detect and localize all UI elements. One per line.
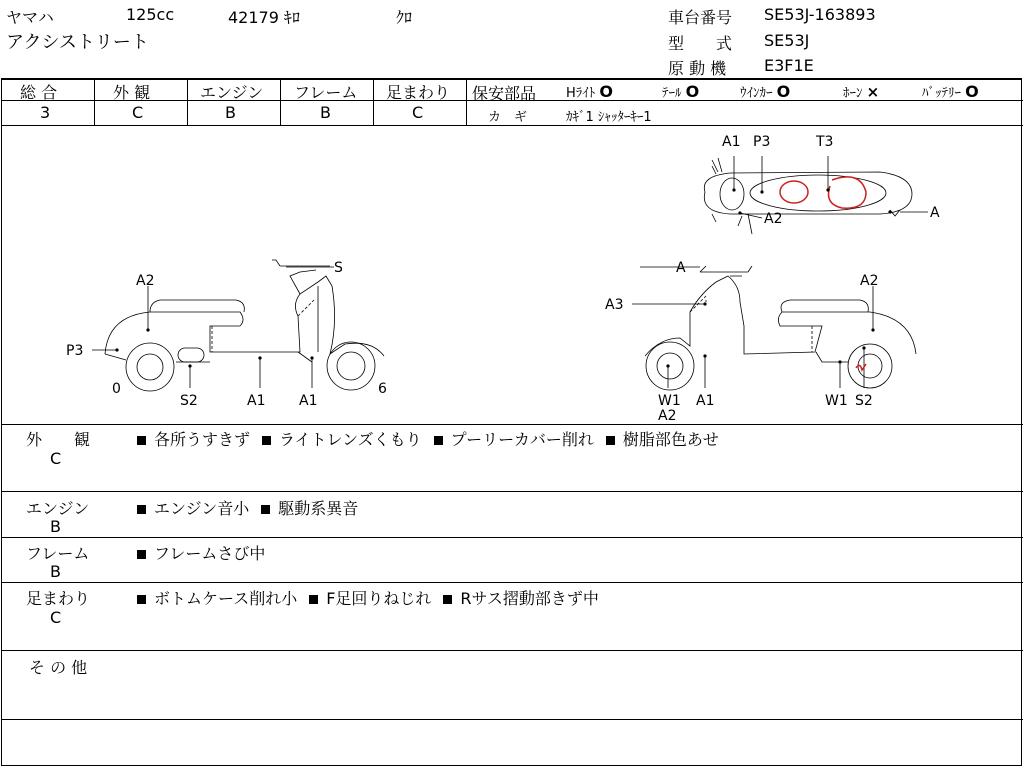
left-a1b: A1 (299, 393, 318, 409)
frame-no: SE53J-163893 (764, 5, 876, 24)
section-other-title: そ の 他 (29, 658, 88, 677)
diagram-bottom-line (1, 424, 1023, 425)
grade-exterior-value: C (132, 103, 144, 122)
displacement: 125cc (126, 5, 175, 24)
engine-label: 原 動 機 (668, 59, 727, 78)
col-line (94, 79, 95, 125)
grade-engine-value: B (225, 103, 236, 122)
col-line (466, 79, 467, 125)
top-a1: A1 (722, 134, 741, 150)
section-suspension-grade: C (50, 608, 62, 627)
grade-frame-value: B (320, 103, 331, 122)
type-label: 型 式 (668, 34, 733, 53)
right-a2: A2 (860, 273, 879, 289)
section-frame-grade: B (50, 562, 61, 581)
row-line (1, 582, 1023, 583)
left-a1a: A1 (247, 393, 266, 409)
engine-value: E3F1E (764, 56, 814, 75)
right-a3: A3 (605, 297, 624, 313)
mileage: 42179 ｷﾛ (228, 8, 300, 27)
left-0: 0 (112, 381, 121, 397)
color: ｸﾛ (396, 8, 413, 27)
key-value: ｶｷﾞ1 ｼｬｯﾀｰｷｰ1 (566, 110, 652, 125)
top-t3: T3 (816, 134, 834, 150)
safety-label: 保安部品 (472, 84, 537, 103)
grade-suspension-value: C (412, 103, 424, 122)
grade-overall-label: 総 合 (20, 83, 58, 102)
right-a: A (676, 260, 686, 276)
left-s2: S2 (180, 393, 198, 409)
row-line (1, 491, 1023, 492)
section-exterior-grade: C (50, 449, 62, 468)
safety-headlight: Hﾗｲﾄ O (566, 82, 614, 101)
top-a: A (930, 205, 940, 221)
grade-frame-label: フレーム (294, 83, 358, 102)
section-exterior-items: 各所うすきず ライトレンズくもり プーリーカバー削れ 樹脂部色あせ (137, 427, 731, 450)
damage-marks (780, 177, 866, 370)
grade-suspension-label: 足まわり (386, 83, 451, 102)
col-line (187, 79, 188, 125)
section-frame-items: フレームさび中 (137, 541, 277, 564)
frame-no-label: 車台番号 (668, 8, 733, 27)
left-a2: A2 (136, 273, 155, 289)
right-w1b: W1 (825, 393, 848, 409)
section-frame-title: フレーム (26, 544, 90, 563)
safety-horn: ﾎｰﾝ × (843, 83, 880, 101)
safety-battery: ﾊﾞｯﾃﾘｰ O (922, 82, 979, 101)
left-s: S (334, 260, 343, 276)
section-suspension-title: 足まわり (26, 589, 91, 608)
left-p3: P3 (66, 343, 84, 359)
key-label: カ ギ (488, 110, 528, 125)
maker: ヤマハ (6, 8, 54, 27)
col-line (373, 79, 374, 125)
right-s2: S2 (855, 393, 873, 409)
type-value: SE53J (764, 31, 810, 50)
scooter-diagram (0, 126, 1024, 424)
model-name: アクシストリート (6, 32, 149, 53)
row-line (1, 537, 1023, 538)
row-line (1, 650, 1023, 651)
section-exterior-title: 外 観 (26, 430, 91, 449)
grade-overall-value: 3 (40, 103, 51, 122)
right-w1a: W1 (658, 393, 681, 409)
section-engine-title: エンジン (26, 499, 90, 518)
safety-taillight: ﾃｰﾙ O (662, 82, 700, 101)
left-6: 6 (378, 381, 387, 397)
section-engine-grade: B (50, 517, 61, 536)
right-a1: A1 (696, 393, 715, 409)
safety-winker: ｳｲﾝｶｰ O (740, 82, 791, 101)
grade-engine-label: エンジン (200, 83, 264, 102)
top-view-scooter (704, 158, 912, 234)
col-line (280, 79, 281, 125)
top-p3: P3 (753, 134, 771, 150)
right-a2b: A2 (658, 408, 677, 424)
section-engine-items: エンジン音小 駆動系異音 (137, 496, 370, 519)
section-suspension-items: ボトムケース削れ小 F足回りねじれ Rサス摺動部きず中 (137, 586, 611, 609)
top-a2: A2 (764, 211, 783, 227)
grade-exterior-label: 外 観 (113, 83, 151, 102)
row-line (1, 719, 1023, 720)
